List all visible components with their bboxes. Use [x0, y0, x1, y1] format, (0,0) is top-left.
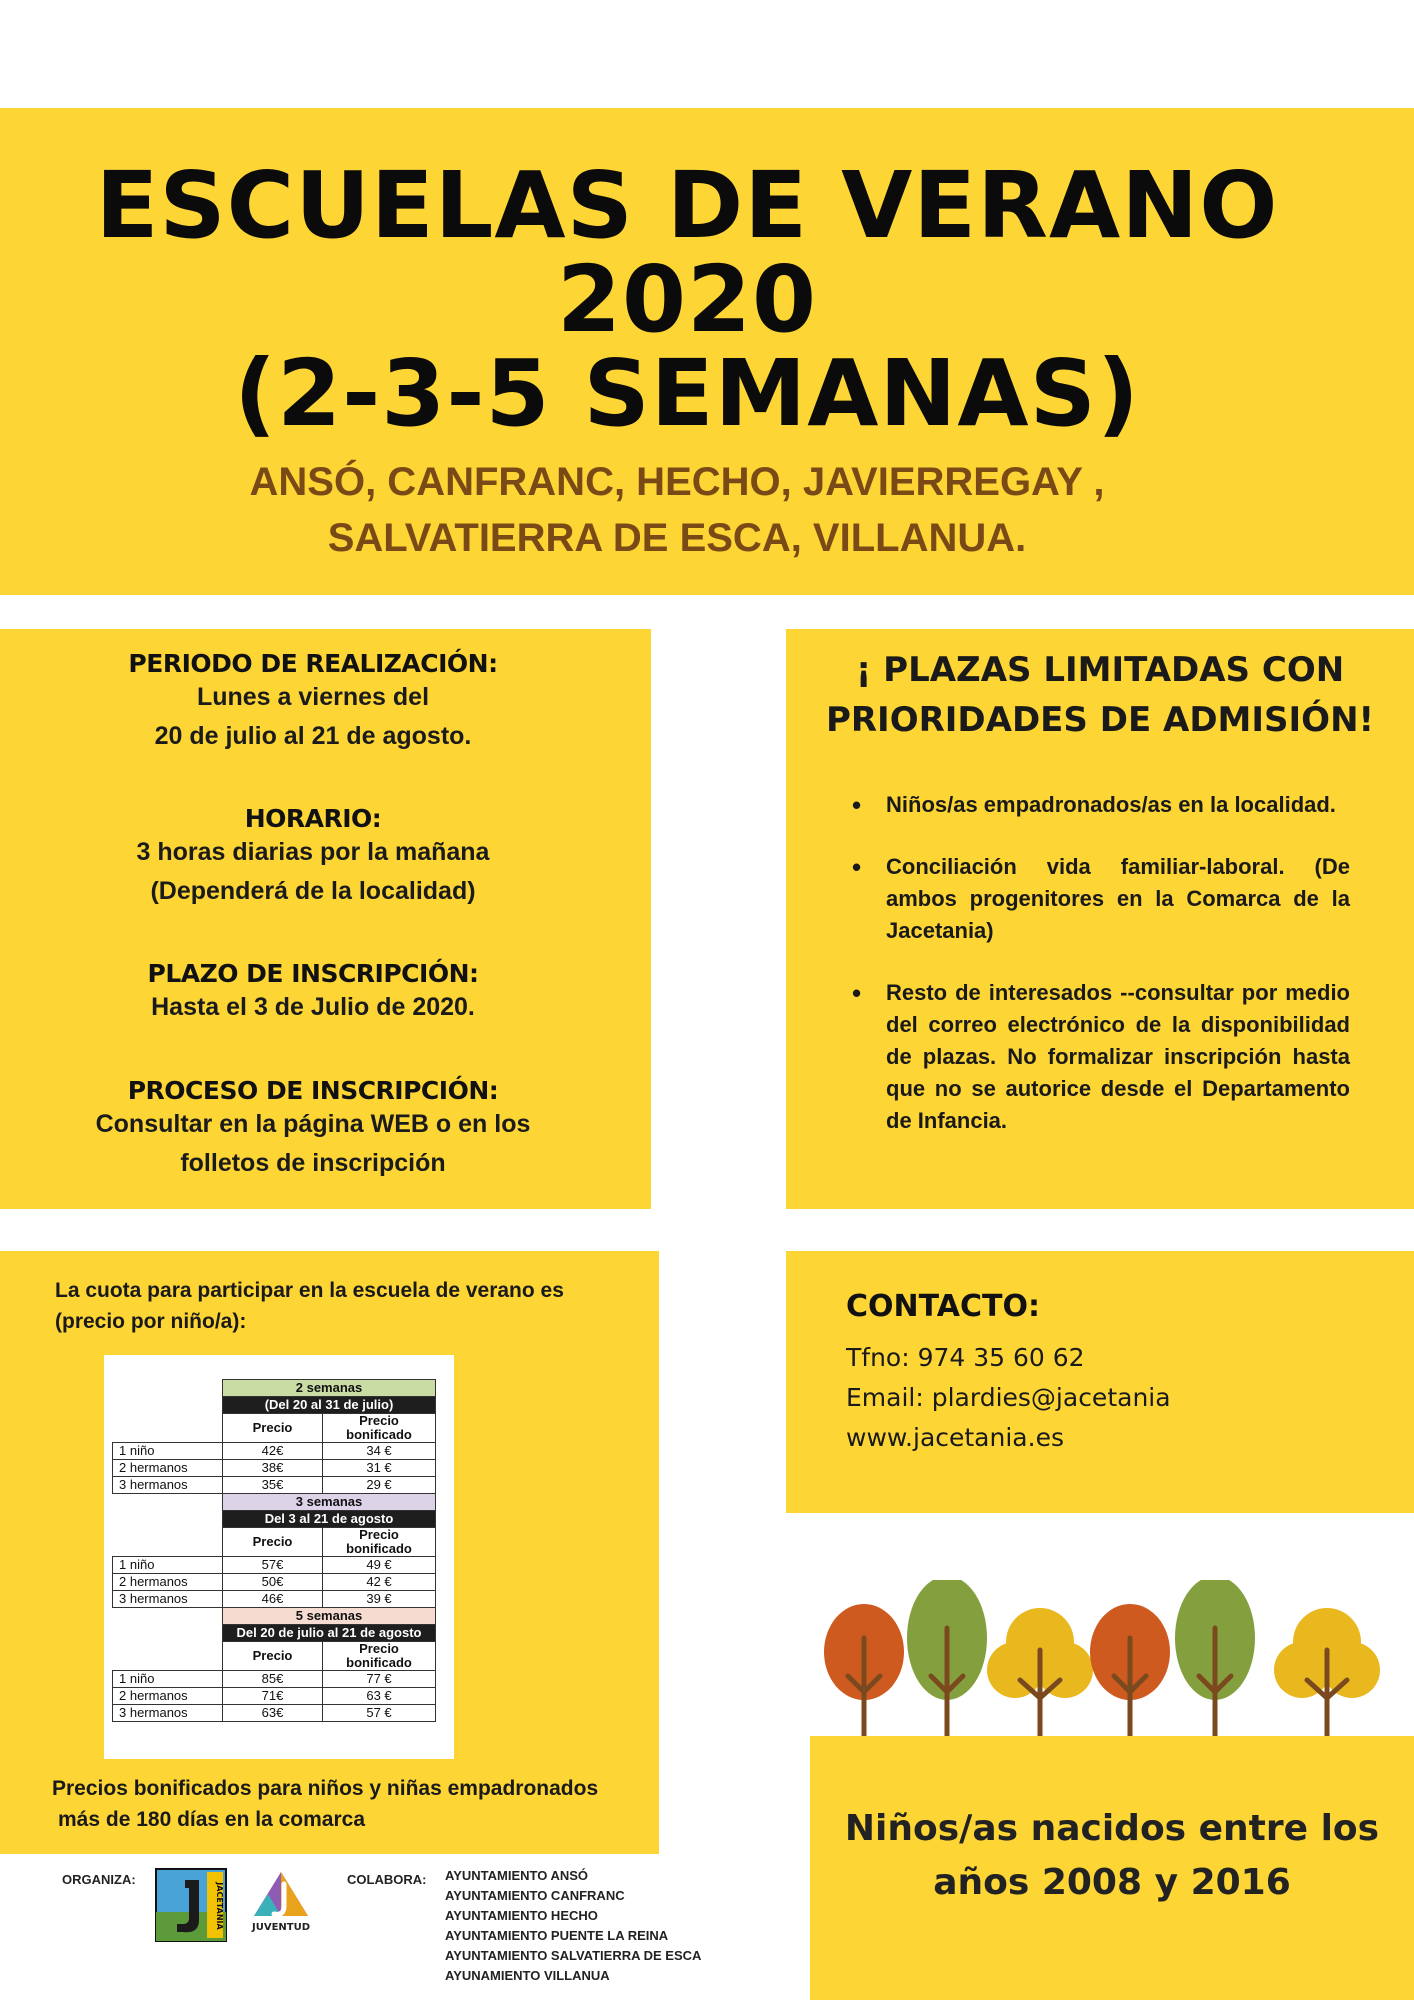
proceso-section — [0, 1076, 626, 1183]
cuota-note — [52, 1773, 652, 1835]
title-line-3: (2-3-5 SEMANAS) — [234, 340, 1140, 447]
header-banner — [0, 108, 1414, 595]
proceso-label: PROCESO DE INSCRIPCIÓN: — [127, 1076, 499, 1105]
col-precio: Precio — [223, 1528, 323, 1557]
plazo-line-1: Hasta el 3 de Julio de 2020. — [151, 993, 475, 1021]
juventud-logo — [248, 1870, 314, 1942]
priority-item: • Niños/as empadronados/as en la localidad. — [886, 789, 1350, 821]
ninos-line-1: Niños/as nacidos entre los — [844, 1808, 1380, 1849]
plazo-label: PLAZO DE INSCRIPCIÓN: — [147, 959, 479, 988]
row-precio: 38€ — [223, 1460, 323, 1477]
horario-line-2: (Dependerá de la localidad) — [150, 877, 476, 905]
ninos-text — [810, 1802, 1414, 1910]
row-bonificado: 39 € — [323, 1591, 436, 1608]
contacto-web[interactable]: www.jacetania.es — [846, 1423, 1064, 1452]
jacetania-logo — [155, 1868, 227, 1942]
row-bonificado: 77 € — [323, 1671, 436, 1688]
table-row — [113, 1705, 436, 1722]
colabora-list — [445, 1866, 701, 1986]
plazo-section — [0, 959, 626, 1027]
row-label: 3 hermanos — [113, 1705, 223, 1722]
priority-item: • Conciliación vida familiar-laboral. (De ambos progenitores en la Comarca de la Jacetania) — [886, 851, 1350, 947]
towns-line-2: SALVATIERRA DE ESCA, VILLANUA. — [327, 516, 1027, 560]
col-bonificado: Precio bonificado — [323, 1642, 436, 1671]
tree-icon — [824, 1604, 904, 1736]
row-precio: 85€ — [223, 1671, 323, 1688]
list-item: AYUNTAMIENTO HECHO — [445, 1908, 598, 1923]
block-dates: Del 3 al 21 de agosto — [223, 1511, 436, 1528]
row-precio: 50€ — [223, 1574, 323, 1591]
row-precio: 35€ — [223, 1477, 323, 1494]
row-bonificado: 31 € — [323, 1460, 436, 1477]
contacto-panel — [786, 1251, 1414, 1513]
title-line-2: 2020 — [556, 246, 818, 353]
horario-line-1: 3 horas diarias por la mañana — [136, 838, 490, 866]
tree-icon — [987, 1608, 1093, 1736]
row-label: 2 hermanos — [113, 1460, 223, 1477]
price-table-box — [104, 1355, 454, 1759]
periodo-section — [0, 649, 626, 756]
table-row — [113, 1574, 436, 1591]
periodo-line-1: Lunes a viernes del — [196, 683, 430, 711]
row-precio: 57€ — [223, 1557, 323, 1574]
col-precio: Precio — [223, 1414, 323, 1443]
list-item: AYUNTAMIENTO SALVATIERRA DE ESCA — [445, 1948, 702, 1963]
block-dates: Del 20 de julio al 21 de agosto — [223, 1625, 436, 1642]
row-precio: 42€ — [223, 1443, 323, 1460]
table-row — [113, 1671, 436, 1688]
plazas-title-line-2: PRIORIDADES DE ADMISIÓN! — [825, 700, 1375, 740]
table-row — [113, 1688, 436, 1705]
row-bonificado: 42 € — [323, 1574, 436, 1591]
contacto-phone: Tfno: 974 35 60 62 — [846, 1343, 1085, 1372]
periodo-label: PERIODO DE REALIZACIÓN: — [128, 649, 498, 678]
list-item: AYUNTAMIENTO CANFRANC — [445, 1888, 625, 1903]
row-label: 1 niño — [113, 1557, 223, 1574]
col-bonificado: Precio bonificado — [323, 1528, 436, 1557]
row-bonificado: 34 € — [323, 1443, 436, 1460]
cuota-intro: La cuota para participar en la escuela de verano es (precio por niño/a): — [55, 1279, 564, 1333]
row-bonificado: 49 € — [323, 1557, 436, 1574]
cuota-panel — [0, 1251, 659, 1854]
priority-list — [886, 789, 1350, 1167]
plazas-panel — [786, 629, 1414, 1209]
logo1-text: JACETANIA — [215, 1882, 224, 1930]
horario-section — [0, 804, 626, 911]
block-dates: (Del 20 al 31 de julio) — [223, 1397, 436, 1414]
ninos-panel — [810, 1736, 1414, 2000]
tree-icon — [1274, 1608, 1380, 1736]
row-bonificado: 63 € — [323, 1688, 436, 1705]
table-row — [113, 1443, 436, 1460]
contacto-label: CONTACTO: — [846, 1289, 1040, 1324]
col-precio: Precio — [223, 1642, 323, 1671]
contacto-email[interactable]: Email: plardies@jacetania — [846, 1383, 1171, 1412]
logo2-text: JUVENTUD — [251, 1922, 311, 1933]
row-label: 2 hermanos — [113, 1574, 223, 1591]
title-line-1: ESCUELAS DE VERANO — [95, 152, 1279, 259]
row-bonificado: 29 € — [323, 1477, 436, 1494]
table-row — [113, 1591, 436, 1608]
block-weeks: 2 semanas — [223, 1380, 436, 1397]
plazas-title-line-1: ¡ PLAZAS LIMITADAS CON — [855, 650, 1345, 690]
row-bonificado: 57 € — [323, 1705, 436, 1722]
row-label: 2 hermanos — [113, 1688, 223, 1705]
periodo-line-2: 20 de julio al 21 de agosto. — [154, 722, 472, 750]
priority-item: • Resto de interesados --consultar por medio del correo electrónico de la disponibilidad de plazas. No formalizar inscripción hasta que no se autorice desde el Departamento de Infancia. — [886, 977, 1350, 1137]
row-precio: 46€ — [223, 1591, 323, 1608]
horario-label: HORARIO: — [244, 804, 382, 833]
info-panel — [0, 629, 651, 1209]
block-weeks: 3 semanas — [223, 1494, 436, 1511]
table-row — [113, 1477, 436, 1494]
proceso-line-1: Consultar en la página WEB o en los — [95, 1110, 531, 1138]
table-row — [113, 1557, 436, 1574]
list-item: AYUNTAMIENTO ANSÓ — [445, 1868, 589, 1883]
row-label: 1 niño — [113, 1671, 223, 1688]
trees-illustration — [820, 1580, 1414, 1740]
col-bonificado: Precio bonificado — [323, 1414, 436, 1443]
towns-line-1: ANSÓ, CANFRANC, HECHO, JAVIERREGAY , — [249, 460, 1105, 504]
row-precio: 71€ — [223, 1688, 323, 1705]
colabora-label: COLABORA: — [347, 1872, 427, 1887]
organiza-label: ORGANIZA: — [62, 1872, 136, 1887]
row-label: 3 hermanos — [113, 1477, 223, 1494]
tree-icon — [1175, 1580, 1255, 1736]
table-row — [113, 1460, 436, 1477]
tree-icon — [907, 1580, 987, 1736]
block-weeks: 5 semanas — [223, 1608, 436, 1625]
ninos-line-2: años 2008 y 2016 — [933, 1862, 1291, 1903]
cuota-note-line-2: más de 180 días en la comarca — [58, 1808, 366, 1831]
tree-icon — [1090, 1604, 1170, 1736]
row-label: 1 niño — [113, 1443, 223, 1460]
proceso-line-2: folletos de inscripción — [180, 1149, 446, 1177]
row-precio: 63€ — [223, 1705, 323, 1722]
cuota-note-line-1: Precios bonificados para niños y niñas empadronados — [52, 1777, 599, 1800]
list-item: AYUNTAMIENTO PUENTE LA REINA — [445, 1928, 669, 1943]
price-table — [112, 1379, 436, 1722]
row-label: 3 hermanos — [113, 1591, 223, 1608]
list-item: AYUNAMIENTO VILLANUA — [445, 1968, 610, 1983]
